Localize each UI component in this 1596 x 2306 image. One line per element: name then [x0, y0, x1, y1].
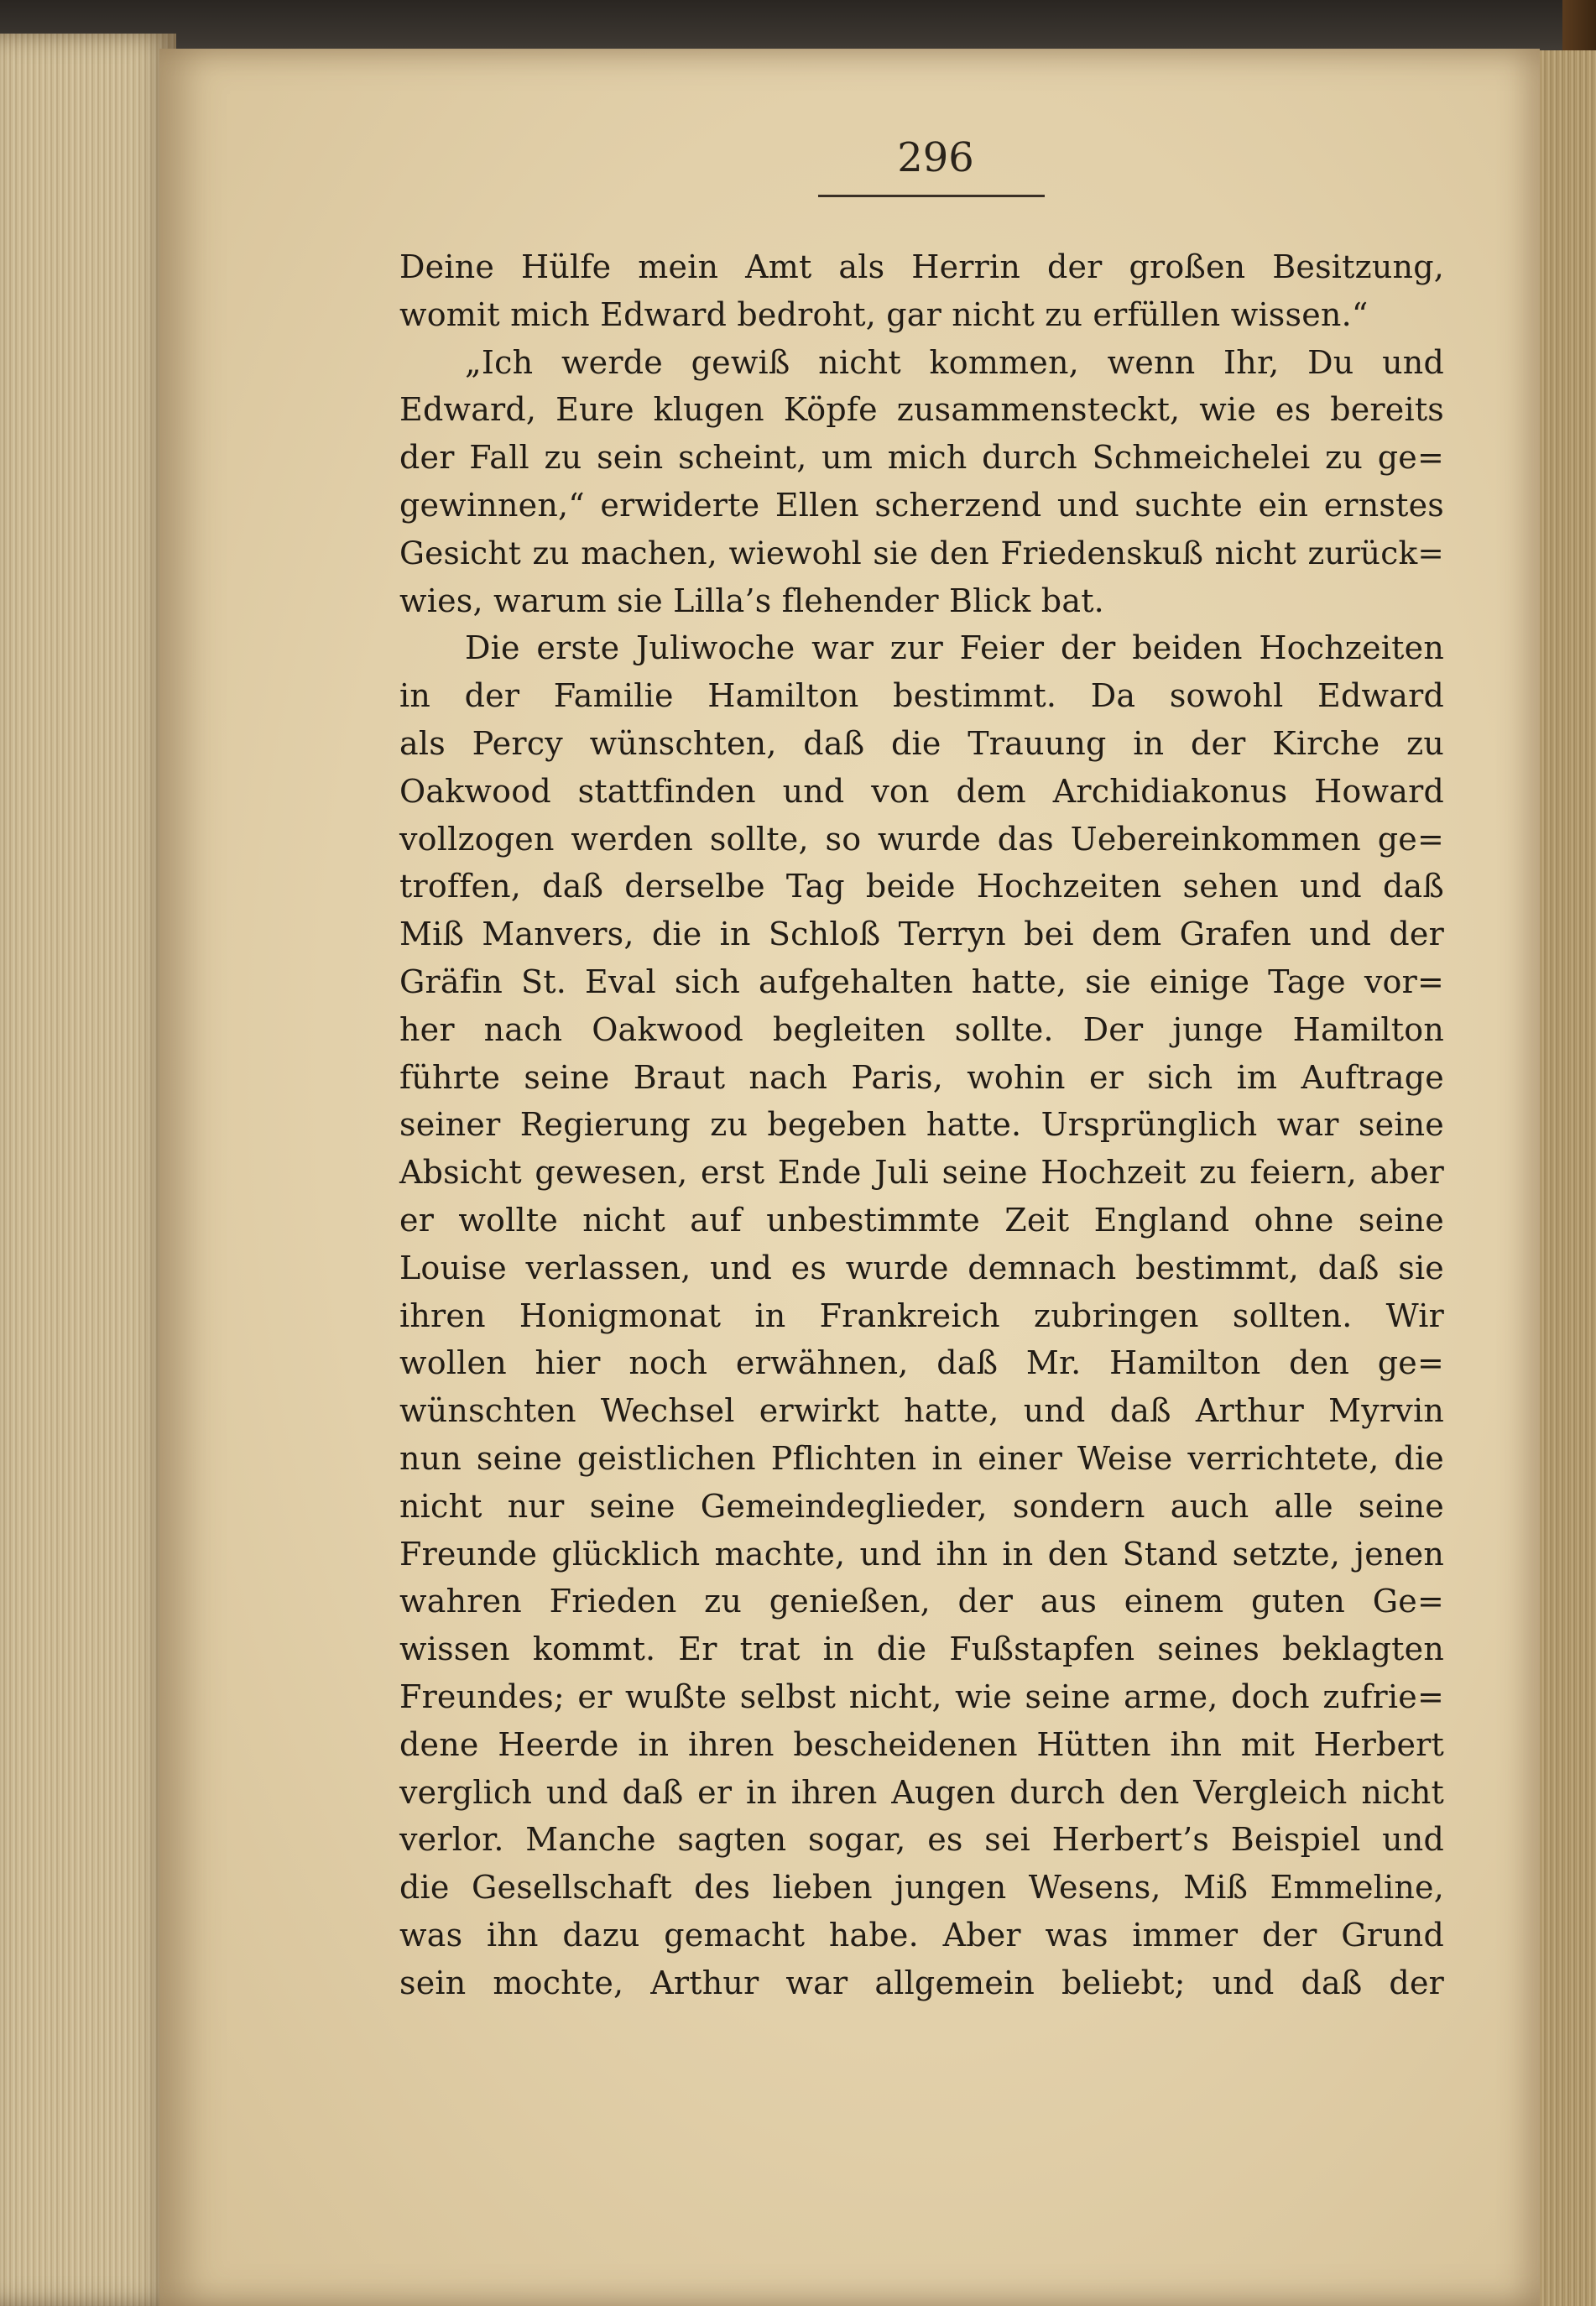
text-line: gewinnen,“ erwiderte Ellen scherzend und suchte ein ernstes [399, 486, 1444, 524]
text-line: führte seine Braut nach Paris, wohin er sich im Auftrage [399, 1058, 1444, 1096]
page-number: 296 [897, 134, 974, 181]
text-line: „Ich werde gewiß nicht kommen, wenn Ihr, Du und [465, 343, 1444, 381]
text-line: dene Heerde in ihren bescheidenen Hütten ihn mit Herbert [399, 1725, 1444, 1763]
text-line: nun seine geistlichen Pflichten in einer Weise verrichtete, die [399, 1439, 1444, 1477]
text-line: wissen kommt. Er trat in die Fußstapfen seines beklagten [399, 1630, 1444, 1668]
text-line: Oakwood stattfinden und von dem Archidiakonus Howard [399, 772, 1444, 810]
text-line: der Fall zu sein scheint, um mich durch Schmeichelei zu ge= [399, 439, 1444, 477]
text-line: Edward, Eure klugen Köpfe zusammensteckt, wie es bereits [399, 391, 1444, 429]
text-line: in der Familie Hamilton bestimmt. Da sowohl Edward [399, 677, 1444, 715]
left-page-edges [0, 34, 176, 2306]
text-line: als Percy wünschten, daß die Trauung in der Kirche zu [399, 724, 1444, 762]
page-number-rule [818, 195, 1045, 197]
text-line: Louise verlassen, und es wurde demnach bestimmt, daß sie [399, 1249, 1444, 1286]
body-text [399, 243, 1444, 2006]
text-line: Miß Manvers, die in Schloß Terryn bei dem Grafen und der [399, 916, 1444, 953]
text-line: verlor. Manche sagten sogar, es sei Herbert’s Beispiel und [399, 1821, 1444, 1859]
text-line: sein mochte, Arthur war allgemein beliebt; und daß der [399, 1964, 1444, 2001]
text-line: seiner Regierung zu begeben hatte. Ursprünglich war seine [399, 1106, 1444, 1144]
text-line: Die erste Juliwoche war zur Feier der beiden Hochzeiten [465, 629, 1444, 667]
text-line: wollen hier noch erwähnen, daß Mr. Hamilton den ge= [399, 1344, 1444, 1382]
text-line: wahren Frieden zu genießen, der aus einem guten Ge= [399, 1583, 1444, 1620]
text-line: er wollte nicht auf unbestimmte Zeit England ohne seine [399, 1201, 1444, 1239]
text-line: ihren Honigmonat in Frankreich zubringen sollten. Wir [399, 1296, 1444, 1334]
text-line: vollzogen werden sollte, so wurde das Uebereinkommen ge= [399, 820, 1444, 858]
text-line: was ihn dazu gemacht habe. Aber was immer der Grund [399, 1916, 1444, 1954]
text-line: wünschten Wechsel erwirkt hatte, und daß Arthur Myrvin [399, 1392, 1444, 1430]
text-line: verglich und daß er in ihren Augen durch den Vergleich nicht [399, 1773, 1444, 1811]
text-line: wies, warum sie Lilla’s flehender Blick bat. [399, 582, 1104, 619]
text-line: nicht nur seine Gemeindeglieder, sondern auch alle seine [399, 1487, 1444, 1525]
text-line: her nach Oakwood begleiten sollte. Der junge Hamilton [399, 1010, 1444, 1048]
text-line: Deine Hülfe mein Amt als Herrin der großen Besitzung, [399, 248, 1444, 285]
text-line: troffen, daß derselbe Tag beide Hochzeiten sehen und daß [399, 868, 1444, 905]
text-line: Absicht gewesen, erst Ende Juli seine Hochzeit zu feiern, aber [399, 1154, 1444, 1192]
text-line: womit mich Edward bedroht, gar nicht zu erfüllen wissen.“ [399, 295, 1369, 333]
text-line: Gräfin St. Eval sich aufgehalten hatte, sie einige Tage vor= [399, 963, 1444, 1000]
text-line: die Gesellschaft des lieben jungen Wesens, Miß Emmeline, [399, 1869, 1444, 1907]
text-line: Freunde glücklich machte, und ihn in den Stand setzte, jenen [399, 1535, 1444, 1573]
text-line: Freundes; er wußte selbst nicht, wie seine arme, doch zufrie= [399, 1677, 1444, 1715]
text-line: Gesicht zu machen, wiewohl sie den Friedenskuß nicht zurück= [399, 534, 1444, 571]
